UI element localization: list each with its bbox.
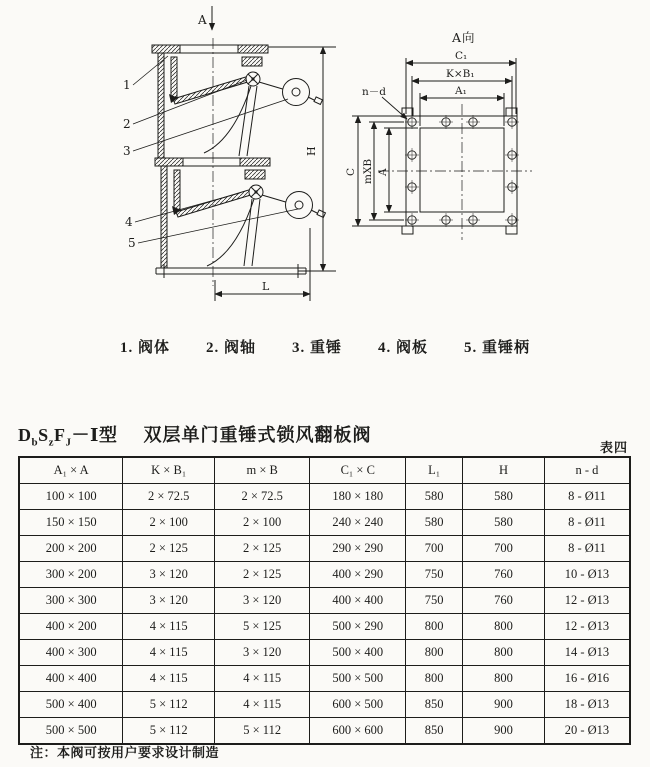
table-row [19,666,630,692]
parts-caption-item: 2. 阀轴 [205,340,256,356]
table-cell: 12 - Ø13 [544,588,630,614]
table-cell: 2 × 125 [215,562,310,588]
table-cell: 12 - Ø13 [544,614,630,640]
table-cell: 400 × 200 [19,614,123,640]
table-row [19,588,630,614]
table-cell: 5 × 112 [215,718,310,745]
table-row [19,692,630,718]
table-cell: 400 × 400 [310,588,406,614]
table-cell: 580 [463,510,545,536]
table-cell: 4 × 115 [215,692,310,718]
table-cell: 800 [406,640,463,666]
dim-mxb-label: mXB [362,158,374,184]
dim-l [215,228,310,301]
table-cell: 760 [463,562,545,588]
table-cell: 5 × 112 [123,692,215,718]
dim-nd [362,86,407,119]
table-header-cell: n - d [544,457,630,484]
table-cell: 16 - Ø16 [544,666,630,692]
table-row [19,562,630,588]
table-cell: 180 × 180 [310,484,406,510]
table-cell: 14 - Ø13 [544,640,630,666]
table-cell: 500 × 500 [19,718,123,745]
table-cell: 700 [463,536,545,562]
table-cell: 800 [463,614,545,640]
dim-c1-label: C₁ [455,50,468,62]
table-header-cell: H [463,457,545,484]
table-cell: 400 × 400 [19,666,123,692]
table-cell: 3 × 120 [215,588,310,614]
table-cell: 3 × 120 [123,562,215,588]
bottom-flange [156,264,306,278]
table-cell: 2 × 125 [123,536,215,562]
table-row [19,718,630,745]
table-cell: 4 × 115 [123,614,215,640]
parts-caption-item: 1. 阀体 [119,340,170,356]
flange-top-view [345,30,532,240]
table-cell: 750 [406,588,463,614]
view-title: A向 [452,30,476,45]
dim-l-label: L [262,280,270,293]
dim-a-label: A [377,168,389,176]
parts-caption-item: 5. 重锤柄 [464,340,531,356]
dim-h-label: H [305,146,318,156]
table-cell: 900 [463,718,545,745]
table-cell: 2 × 100 [215,510,310,536]
table-cell: 300 × 200 [19,562,123,588]
table-row [19,536,630,562]
table-cell: 200 × 200 [19,536,123,562]
table-cell: 8 - Ø11 [544,510,630,536]
table-header-cell: C₁ × C [310,457,406,484]
table-cell: 580 [463,484,545,510]
table-cell: 300 × 300 [19,588,123,614]
table-cell: 2 × 125 [215,536,310,562]
parts-caption [0,336,650,357]
table-cell: 760 [463,588,545,614]
table-cell: 5 × 112 [123,718,215,745]
valve-stage-1 [152,45,336,158]
table-cell: 18 - Ø13 [544,692,630,718]
valve-name-title: 双层单门重锤式锁风翻板阀 [143,425,372,445]
table-header-cell: A₁ × A [19,457,123,484]
table-cell: 4 × 115 [123,640,215,666]
parts-caption-item: 3. 重锤 [291,340,342,356]
part-label-2: 2 [123,117,131,131]
table-number-label: 表四 [599,440,628,455]
table-row [19,484,630,510]
table-row [19,640,630,666]
table-cell: 500 × 290 [310,614,406,640]
section-heading [18,421,632,449]
table-cell: 500 × 500 [310,666,406,692]
weight-lever [259,82,286,90]
weight-lever [262,195,289,203]
table-cell: 400 × 300 [19,640,123,666]
section-arrow-label: A [198,13,207,27]
table-cell: 500 × 400 [19,692,123,718]
table-cell: 100 × 100 [19,484,123,510]
table-header-cell: L₁ [406,457,463,484]
table-cell: 850 [406,692,463,718]
side-section-view [123,6,336,301]
table-cell: 500 × 400 [310,640,406,666]
valve-body-wall [161,166,167,268]
table-cell: 2 × 72.5 [123,484,215,510]
table-cell: 800 [406,666,463,692]
table-cell: 240 × 240 [310,510,406,536]
part-label-5: 5 [128,236,136,250]
table-cell: 800 [463,666,545,692]
table-cell: 4 × 115 [123,666,215,692]
table-cell: 8 - Ø11 [544,484,630,510]
dim-a1-label: A₁ [455,85,467,97]
table-cell: 700 [406,536,463,562]
table-cell: 20 - Ø13 [544,718,630,745]
table-cell: 2 × 100 [123,510,215,536]
table-cell: 4 × 115 [215,666,310,692]
part-label-4: 4 [125,215,133,229]
dim-a [377,128,418,212]
table-cell: 750 [406,562,463,588]
part-label-3: 3 [123,144,131,158]
table-cell: 3 × 120 [215,640,310,666]
table-cell: 900 [463,692,545,718]
dim-kb1-label: K×B₁ [446,68,475,80]
table-cell: 3 × 120 [123,588,215,614]
table-cell: 10 - Ø13 [544,562,630,588]
table-header-cell: m × B [215,457,310,484]
valve-flap [176,189,254,217]
table-cell: 400 × 290 [310,562,406,588]
dim-c-label: C [345,167,357,176]
table-cell: 600 × 500 [310,692,406,718]
table-cell: 5 × 125 [215,614,310,640]
dim-c1 [406,50,516,114]
table-cell: 600 × 600 [310,718,406,745]
table-cell: 580 [406,510,463,536]
parts-caption-item: 4. 阀板 [378,340,429,356]
valve-stage-2 [155,158,325,268]
table-row [19,510,630,536]
dimension-table [18,456,631,745]
footer-note: 注：本阀可按用户要求设计制造 [30,745,220,760]
valve-flap [173,76,251,104]
table-cell: 2 × 72.5 [215,484,310,510]
table-cell: 800 [406,614,463,640]
part-label-1: 1 [123,78,131,92]
table-cell: 8 - Ø11 [544,536,630,562]
model-code: $D_bS_zF_J-Ⅰ$型 [18,425,118,449]
table-cell: 850 [406,718,463,745]
technical-drawing [0,0,650,332]
table-cell: 150 × 150 [19,510,123,536]
table-cell: 580 [406,484,463,510]
table-header-cell: K × B₁ [123,457,215,484]
table-cell: 290 × 290 [310,536,406,562]
dim-nd-label: n－d [362,86,386,98]
table-header-row [19,457,630,484]
table-cell: 800 [463,640,545,666]
table-row [19,614,630,640]
